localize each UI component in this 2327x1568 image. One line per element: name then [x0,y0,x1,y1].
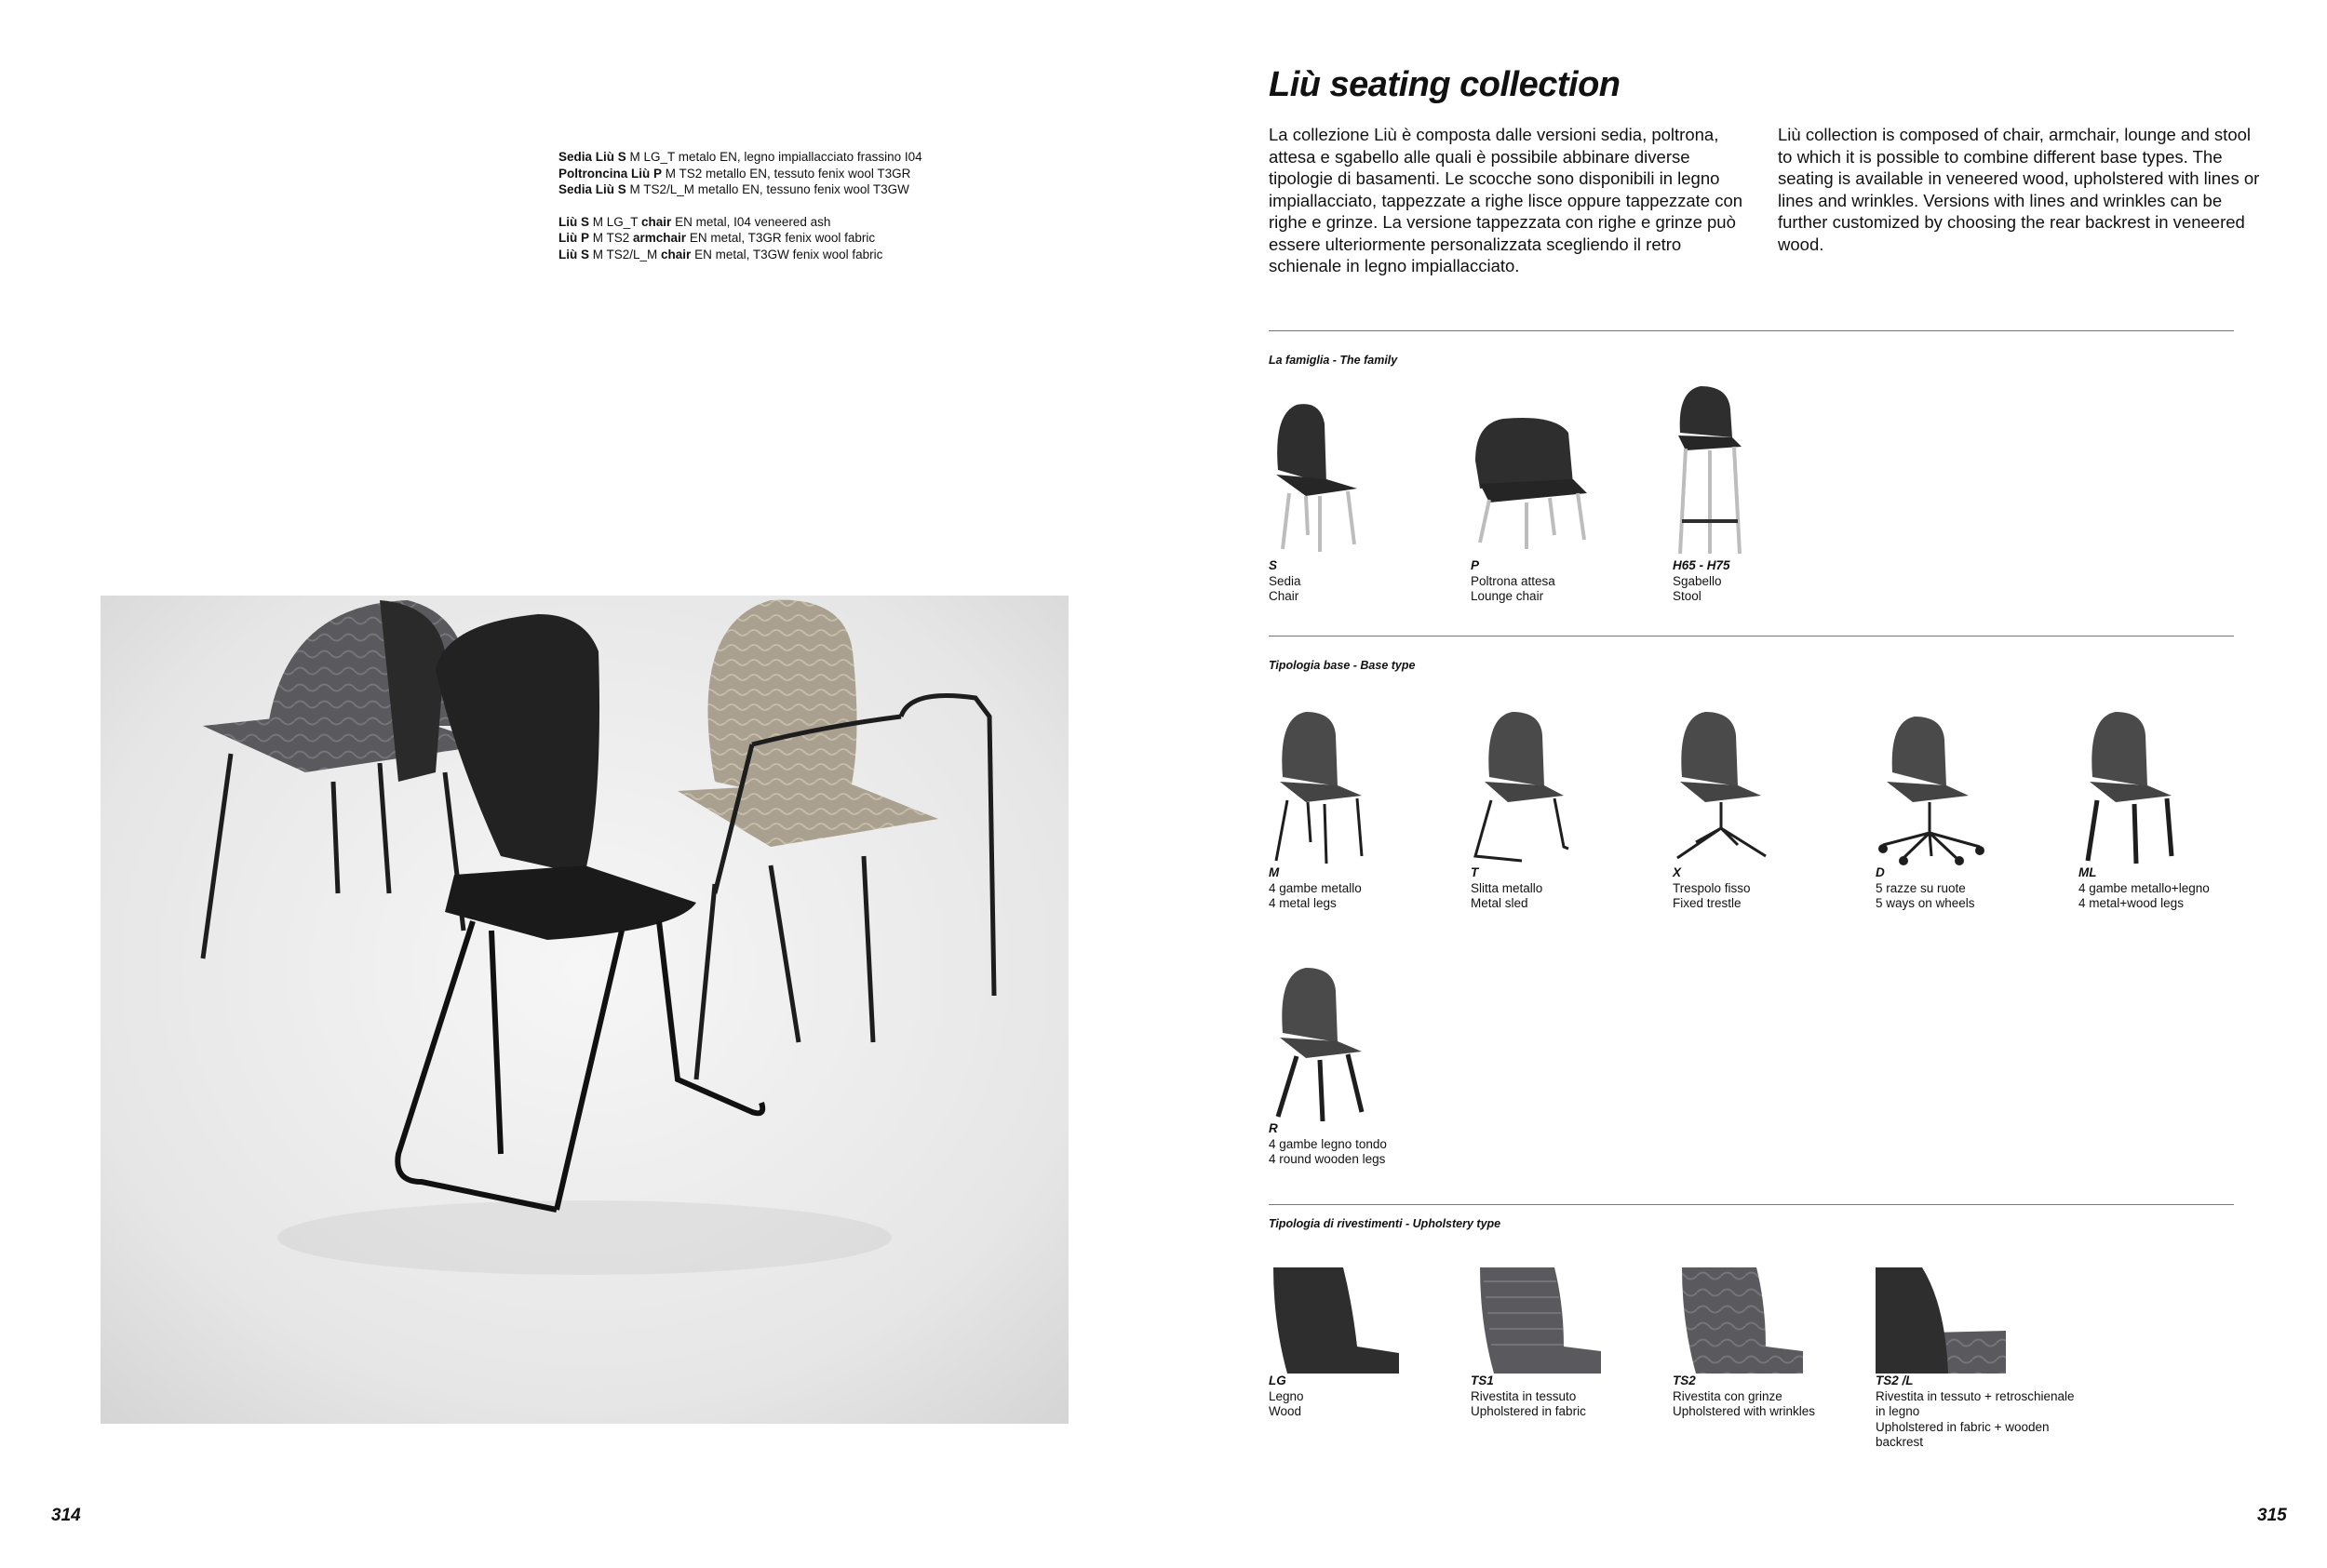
section-title-upholstery: Tipologia di rivestimenti - Upholstery type [1269,1217,1501,1230]
chairs-photo-illustration [101,596,1069,1424]
section-divider [1269,636,2234,637]
caption-line: Liù S M TS2/L_M chair EN metal, T3GW fenix wool fabric [558,247,883,261]
caption-line: Liù P M TS2 armchair EN metal, T3GR fenix wool fabric [558,231,876,245]
base-item-m: M 4 gambe metallo 4 metal legs [1269,707,1455,912]
page-number-right: 315 [2257,1506,2287,1525]
stool-icon [1673,382,1747,558]
upholstery-item-lg: LG Legno Wood [1269,1267,1455,1420]
fabric-lines-swatch-icon [1471,1267,1601,1374]
round-wood-leg-chair-icon [1269,963,1371,1121]
upholstery-item-ts2: TS2 Rivestita con grinze Upholstered with wrinkles [1673,1267,1859,1420]
family-item-s: S Sedia Chair [1269,395,1455,605]
metal-wood-leg-chair-icon [2078,707,2181,865]
section-title-base: Tipologia base - Base type [1269,659,1416,672]
base-item-ml: ML 4 gambe metallo+legno 4 metal+wood legs [2078,707,2265,912]
family-item-p: P Poltrona attesa Lounge chair [1471,395,1657,605]
intro-italian: La collezione Liù è composta dalle versioni sedia, poltrona, attesa e sgabello alle quali è possibile abbinare diverse tipologie di basamenti. Le scocche sono disponibili in legno impiallacciato, tappezzate a righe lisce oppure tappezzate con righe e grinze. La versione tappezzata con righe e grinze può essere ulteriormente personalizzata scegliendo il retro schienale in legno impiallacciato. [1269,125,1743,275]
lounge-chair-icon [1471,395,1592,558]
hero-photo [101,596,1069,1424]
page-number-left: 314 [51,1506,81,1525]
upholstery-item-ts2l: TS2 /L Rivestita in tessuto + retroschienale in legno Upholstered in fabric + wooden backrest [1876,1267,2118,1451]
intro-english: Liù collection is composed of chair, armchair, lounge and stool to which it is possible to combine different base types. The seating is available in veneered wood, upholstered with lines or lines and wrinkles. Versions with lines and wrinkles can be further customized by choosing the rear backrest in veneered wood. [1778,125,2260,254]
metal-leg-chair-icon [1269,707,1371,865]
base-item-r: R 4 gambe legno tondo 4 round wooden legs [1269,963,1455,1168]
base-item-x: X Trespolo fisso Fixed trestle [1673,707,1859,912]
wheeled-chair-icon [1876,707,1987,865]
photo-captions [558,149,1117,262]
section-divider [1269,1204,2234,1205]
section-divider [1269,330,2234,331]
section-title-family: La famiglia - The family [1269,354,1398,367]
upholstery-item-ts1: TS1 Rivestita in tessuto Upholstered in fabric [1471,1267,1657,1420]
wood-leg-chair-icon [1269,395,1371,558]
caption-line: Sedia Liù S M LG_T metalo EN, legno impiallacciato frassino I04 [558,150,922,164]
caption-line: Liù S M LG_T chair EN metal, I04 veneered ash [558,214,831,229]
base-item-d: D 5 razze su ruote 5 ways on wheels [1876,707,2062,912]
page-title: Liù seating collection [1269,65,1621,104]
base-item-t: T Slitta metallo Metal sled [1471,707,1657,912]
family-item-stool: H65 - H75 Sgabello Stool [1673,382,1859,605]
wood-shell-swatch-icon [1269,1267,1399,1374]
fabric-wood-back-swatch-icon [1876,1267,2006,1374]
sled-chair-icon [1471,707,1573,865]
trestle-chair-icon [1673,707,1775,865]
caption-line: Poltroncina Liù P M TS2 metallo EN, tessuto fenix wool T3GR [558,166,911,181]
wrinkles-swatch-icon [1673,1267,1803,1374]
caption-line: Sedia Liù S M TS2/L_M metallo EN, tessuno fenix wool T3GW [558,182,909,196]
